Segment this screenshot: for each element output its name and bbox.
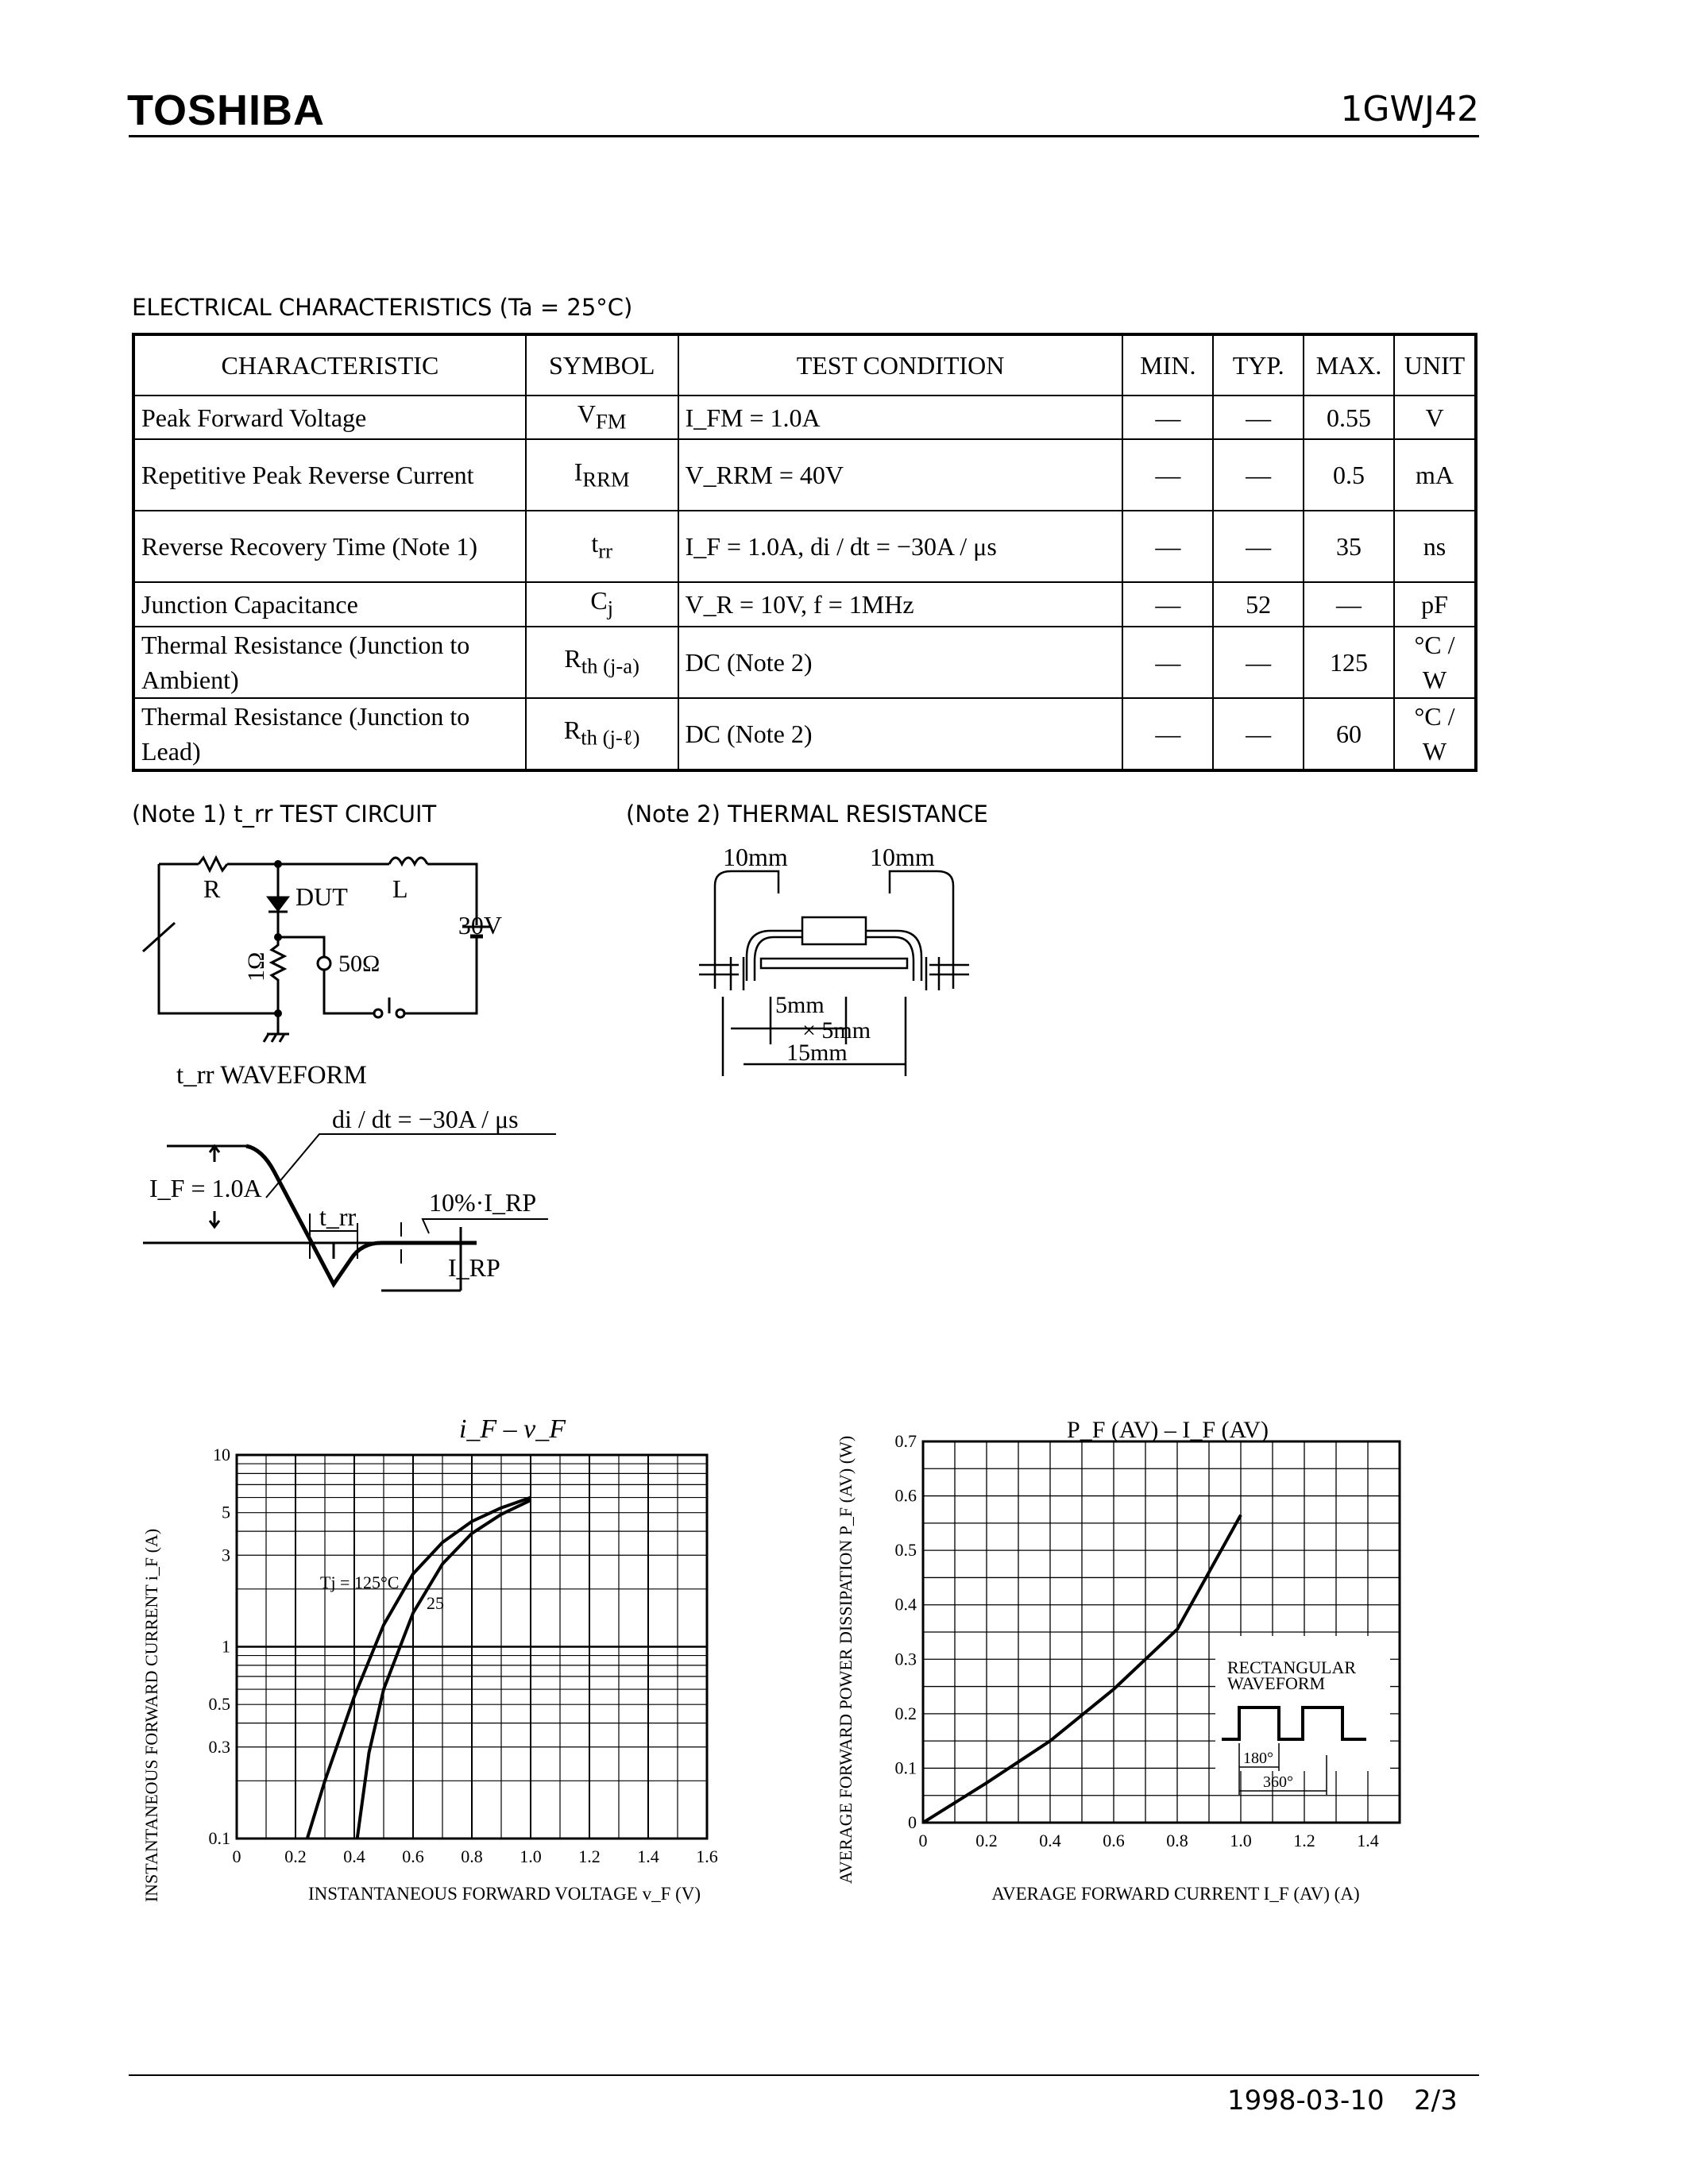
column-header: TEST CONDITION bbox=[678, 334, 1123, 396]
table-row bbox=[133, 582, 1476, 626]
cell-unit: mA bbox=[1394, 439, 1476, 511]
cell-characteristic: Thermal Resistance (Junction to Lead) bbox=[133, 698, 526, 770]
y-tick-label: 0.5 bbox=[894, 1540, 917, 1561]
note1-title: (Note 1) t_rr TEST CIRCUIT bbox=[132, 801, 437, 828]
cell-typ: 52 bbox=[1213, 582, 1304, 626]
table-row bbox=[133, 627, 1476, 698]
y-tick-label: 1 bbox=[222, 1636, 230, 1657]
inset-label-180: 180° bbox=[1243, 1750, 1273, 1767]
cell-condition: V_RRM = 40V bbox=[678, 439, 1123, 511]
x-tick-label: 1.2 bbox=[578, 1846, 601, 1866]
inset-label-360: 360° bbox=[1263, 1773, 1293, 1791]
x-tick-label: 0 bbox=[918, 1831, 928, 1850]
footer-date: 1998-03-10 bbox=[1227, 2085, 1385, 2116]
cell-min: — bbox=[1122, 439, 1213, 511]
cell-min: — bbox=[1122, 627, 1213, 698]
label-irp: I_RP bbox=[448, 1253, 500, 1282]
cell-unit: °C / W bbox=[1394, 627, 1476, 698]
waveform-title: t_rr WAVEFORM bbox=[176, 1061, 367, 1090]
column-header: MIN. bbox=[1122, 334, 1213, 396]
y-tick-label: 5 bbox=[222, 1502, 230, 1522]
column-header: TYP. bbox=[1213, 334, 1304, 396]
table-row bbox=[133, 396, 1476, 439]
x-tick-label: 0.8 bbox=[461, 1846, 483, 1866]
cell-max: 0.55 bbox=[1304, 396, 1394, 439]
junction-dot bbox=[274, 1009, 282, 1017]
x-axis-label: INSTANTANEOUS FORWARD VOLTAGE v_F (V) bbox=[307, 1884, 701, 1904]
cell-symbol: $R_{th (j-a)}$ bbox=[526, 627, 678, 698]
cell-symbol: $R_{th (j-\ell)}$ bbox=[526, 698, 678, 770]
cell-characteristic: Peak Forward Voltage bbox=[133, 396, 526, 439]
column-header: SYMBOL bbox=[526, 334, 678, 396]
cell-min: — bbox=[1122, 511, 1213, 582]
annotation-tj: Tj = 125°C bbox=[320, 1572, 400, 1592]
cell-max: 125 bbox=[1304, 627, 1394, 698]
x-tick-label: 1.2 bbox=[1293, 1831, 1315, 1850]
x-tick-label: 0.4 bbox=[1039, 1831, 1061, 1850]
x-tick-label: 1.6 bbox=[696, 1846, 718, 1866]
y-tick-label: 0.1 bbox=[208, 1828, 230, 1848]
header-rule bbox=[129, 135, 1479, 137]
column-header: CHARACTERISTIC bbox=[133, 334, 526, 396]
cell-max: — bbox=[1304, 582, 1394, 626]
cell-min: — bbox=[1122, 396, 1213, 439]
trr-test-circuit-diagram bbox=[127, 834, 508, 1048]
chart-title: i_F – v_F bbox=[458, 1414, 566, 1444]
cell-typ: — bbox=[1213, 627, 1304, 698]
cell-min: — bbox=[1122, 698, 1213, 770]
label-voltage: 30V bbox=[458, 911, 502, 940]
x-tick-label: 1.4 bbox=[1357, 1831, 1379, 1850]
cell-characteristic: Junction Capacitance bbox=[133, 582, 526, 626]
column-header: MAX. bbox=[1304, 334, 1394, 396]
label-dut: DUT bbox=[295, 882, 348, 911]
cell-max: 35 bbox=[1304, 511, 1394, 582]
footer-rule bbox=[129, 2074, 1479, 2076]
trr-waveform-diagram bbox=[143, 1100, 572, 1306]
x-tick-label: 0.6 bbox=[1103, 1831, 1125, 1850]
pf-if-chart bbox=[834, 1406, 1462, 1914]
table-title: ELECTRICAL CHARACTERISTICS (Ta = 25°C) bbox=[132, 294, 633, 321]
cell-symbol: $I_{RRM}$ bbox=[526, 439, 678, 511]
table-row bbox=[133, 439, 1476, 511]
y-tick-label: 0.3 bbox=[894, 1649, 917, 1669]
y-tick-label: 0.7 bbox=[894, 1431, 917, 1451]
x-tick-label: 0.6 bbox=[402, 1846, 424, 1866]
junction-dot bbox=[274, 933, 282, 941]
y-tick-label: 0.6 bbox=[894, 1485, 917, 1506]
label-x5mm: × 5mm bbox=[802, 1017, 871, 1044]
x-axis-label: AVERAGE FORWARD CURRENT I_F (AV) (A) bbox=[991, 1884, 1360, 1904]
electrical-characteristics-table bbox=[132, 333, 1477, 772]
x-tick-label: 0.2 bbox=[975, 1831, 998, 1850]
cell-characteristic: Thermal Resistance (Junction to Ambient) bbox=[133, 627, 526, 698]
table-header-row bbox=[133, 334, 1476, 396]
cell-typ: — bbox=[1213, 698, 1304, 770]
note2-title: (Note 2) THERMAL RESISTANCE bbox=[626, 801, 988, 828]
y-tick-label: 0.4 bbox=[894, 1594, 917, 1615]
inset-background bbox=[1215, 1636, 1390, 1771]
chart-series bbox=[307, 1498, 531, 1839]
cell-unit: V bbox=[1394, 396, 1476, 439]
cell-max: 0.5 bbox=[1304, 439, 1394, 511]
label-irp10: 10%·I_RP bbox=[429, 1188, 537, 1217]
cell-symbol: $C_j$ bbox=[526, 582, 678, 626]
chart-grid bbox=[237, 1455, 707, 1839]
inset-title: WAVEFORM bbox=[1227, 1673, 1326, 1693]
x-tick-label: 1.4 bbox=[637, 1846, 659, 1866]
label-15mm: 15mm bbox=[786, 1040, 848, 1066]
column-header: UNIT bbox=[1394, 334, 1476, 396]
y-tick-label: 0.5 bbox=[208, 1694, 230, 1715]
series-line-0 bbox=[307, 1498, 531, 1839]
cell-condition: I_F = 1.0A, di / dt = −30A / μs bbox=[678, 511, 1123, 582]
label-if: I_F = 1.0A bbox=[149, 1174, 262, 1202]
x-tick-label: 0.4 bbox=[343, 1846, 365, 1866]
y-tick-label: 0.3 bbox=[208, 1736, 230, 1757]
cell-condition: DC (Note 2) bbox=[678, 698, 1123, 770]
cell-max: 60 bbox=[1304, 698, 1394, 770]
label-5mm: 5mm bbox=[775, 992, 825, 1018]
x-tick-label: 1.0 bbox=[520, 1846, 542, 1866]
x-tick-label: 0.8 bbox=[1166, 1831, 1188, 1850]
part-number: 1GWJ42 bbox=[1340, 89, 1479, 129]
cell-symbol: $V_{FM}$ bbox=[526, 396, 678, 439]
x-tick-label: 1.0 bbox=[1230, 1831, 1252, 1850]
chart-title: P_F (AV) – I_F (AV) bbox=[1067, 1417, 1269, 1443]
thermal-resistance-diagram bbox=[691, 838, 977, 1076]
label-right-10mm: 10mm bbox=[870, 843, 935, 871]
cell-condition: I_FM = 1.0A bbox=[678, 396, 1123, 439]
cell-typ: — bbox=[1213, 511, 1304, 582]
label-r: R bbox=[203, 874, 221, 903]
label-50ohm: 50Ω bbox=[338, 951, 380, 977]
cell-unit: pF bbox=[1394, 582, 1476, 626]
if-vf-chart bbox=[135, 1406, 747, 1914]
y-tick-label: 3 bbox=[222, 1545, 230, 1565]
table-row bbox=[133, 698, 1476, 770]
cell-typ: — bbox=[1213, 396, 1304, 439]
label-trr: t_rr bbox=[319, 1202, 357, 1231]
cell-characteristic: Reverse Recovery Time (Note 1) bbox=[133, 511, 526, 582]
cell-characteristic: Repetitive Peak Reverse Current bbox=[133, 439, 526, 511]
cell-condition: V_R = 10V, f = 1MHz bbox=[678, 582, 1123, 626]
label-didt: di / dt = −30A / μs bbox=[332, 1105, 519, 1133]
label-left-10mm: 10mm bbox=[723, 843, 788, 871]
junction-dot bbox=[274, 860, 282, 868]
cell-min: — bbox=[1122, 582, 1213, 626]
footer-page: 2/3 bbox=[1414, 2085, 1458, 2116]
x-tick-label: 0 bbox=[232, 1846, 241, 1866]
cell-condition: DC (Note 2) bbox=[678, 627, 1123, 698]
label-l: L bbox=[392, 874, 408, 903]
y-tick-label: 0.1 bbox=[894, 1758, 917, 1778]
x-tick-label: 0.2 bbox=[284, 1846, 307, 1866]
cell-unit: ns bbox=[1394, 511, 1476, 582]
cell-unit: °C / W bbox=[1394, 698, 1476, 770]
y-tick-label: 0 bbox=[908, 1812, 917, 1832]
brand-logo: TOSHIBA bbox=[127, 87, 326, 134]
y-tick-label: 10 bbox=[213, 1445, 230, 1464]
table-row bbox=[133, 511, 1476, 582]
cell-typ: — bbox=[1213, 439, 1304, 511]
annotation-25: 25 bbox=[427, 1593, 444, 1613]
cell-symbol: $t_{rr}$ bbox=[526, 511, 678, 582]
label-1ohm: 1Ω bbox=[243, 951, 269, 982]
y-tick-label: 0.2 bbox=[894, 1703, 917, 1723]
inset-title: RECTANGULAR bbox=[1227, 1657, 1357, 1677]
y-axis-label: INSTANTANEOUS FORWARD CURRENT i_F (A) bbox=[141, 1528, 161, 1903]
y-axis-label: AVERAGE FORWARD POWER DISSIPATION P_F (AV) (W) bbox=[836, 1435, 856, 1885]
